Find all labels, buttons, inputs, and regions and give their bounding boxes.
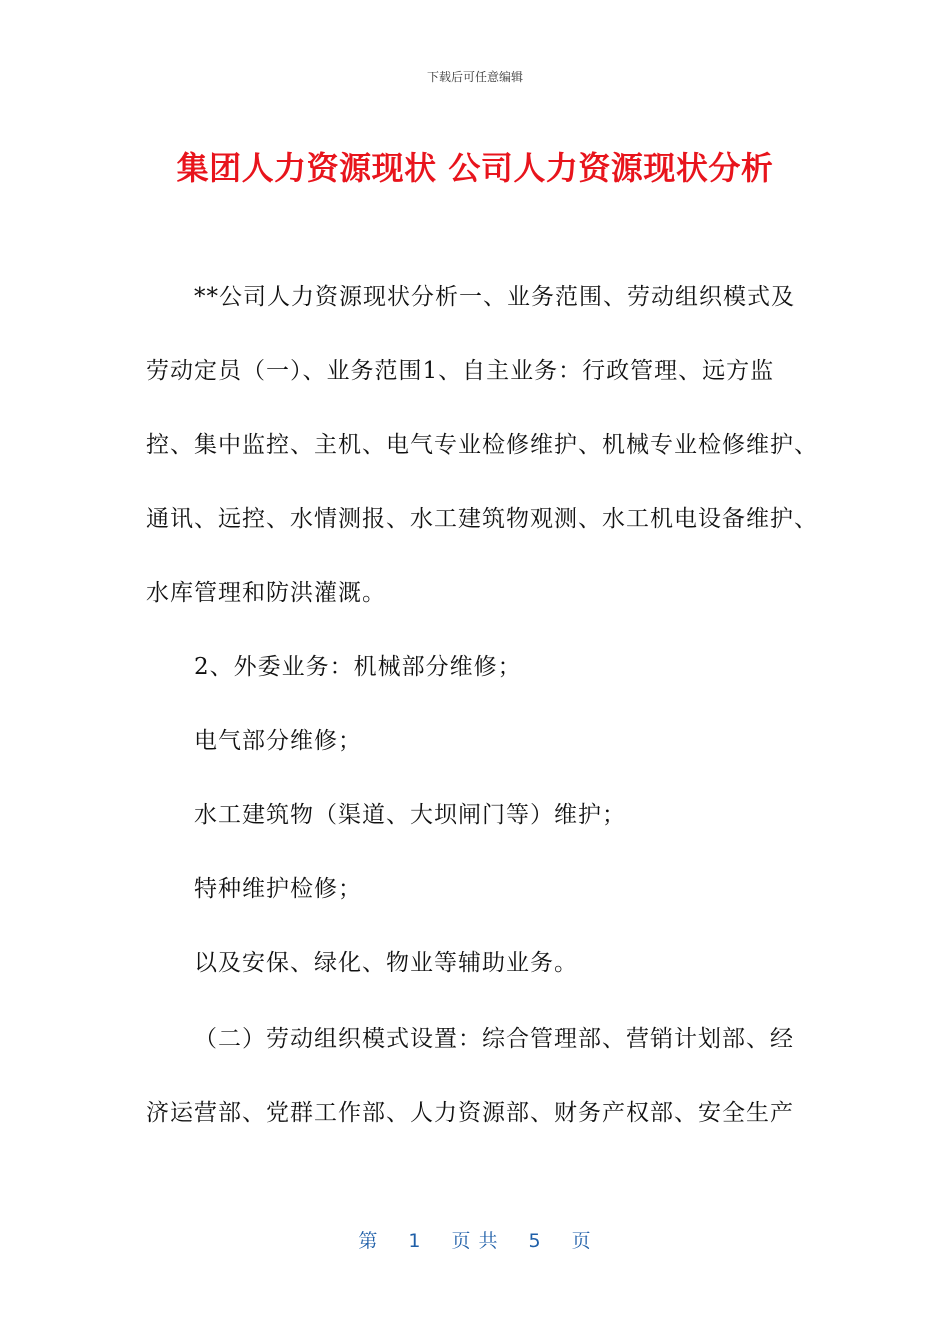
paragraph-line: 电气部分维修； — [194, 728, 362, 754]
paragraph-line: （二）劳动组织模式设置：综合管理部、营销计划部、经 — [194, 1026, 794, 1052]
page-footer — [0, 1226, 950, 1253]
document-title: 集团人力资源现状 公司人力资源现状分析 — [176, 149, 774, 187]
total-pages-number: 5 — [528, 1230, 542, 1252]
footer-prefix: 第 — [358, 1230, 379, 1252]
paragraph-line: 通讯、远控、水情测报、水工建筑物观测、水工机电设备维护、 — [146, 506, 818, 532]
paragraph-line: 2、外委业务：机械部分维修； — [194, 654, 522, 680]
paragraph-line: 劳动定员（一）、业务范围1、自主业务：行政管理、远方监 — [146, 358, 775, 384]
paragraph-line: **公司人力资源现状分析一、业务范围、劳动组织模式及 — [194, 284, 795, 310]
paragraph-line: 水工建筑物（渠道、大坝闸门等）维护； — [194, 802, 626, 828]
header-note: 下载后可任意编辑 — [426, 70, 523, 84]
paragraph-line: 济运营部、党群工作部、人力资源部、财务产权部、安全生产 — [146, 1100, 794, 1126]
current-page-number: 1 — [408, 1230, 422, 1252]
paragraph-line: 以及安保、绿化、物业等辅助业务。 — [194, 950, 578, 976]
footer-suffix: 页 — [571, 1230, 592, 1252]
paragraph-line: 特种维护检修； — [194, 876, 362, 902]
paragraph-line: 水库管理和防洪灌溉。 — [146, 580, 386, 606]
footer-middle: 页 共 — [451, 1230, 499, 1252]
paragraph-line: 控、集中监控、主机、电气专业检修维护、机械专业检修维护、 — [146, 432, 818, 458]
